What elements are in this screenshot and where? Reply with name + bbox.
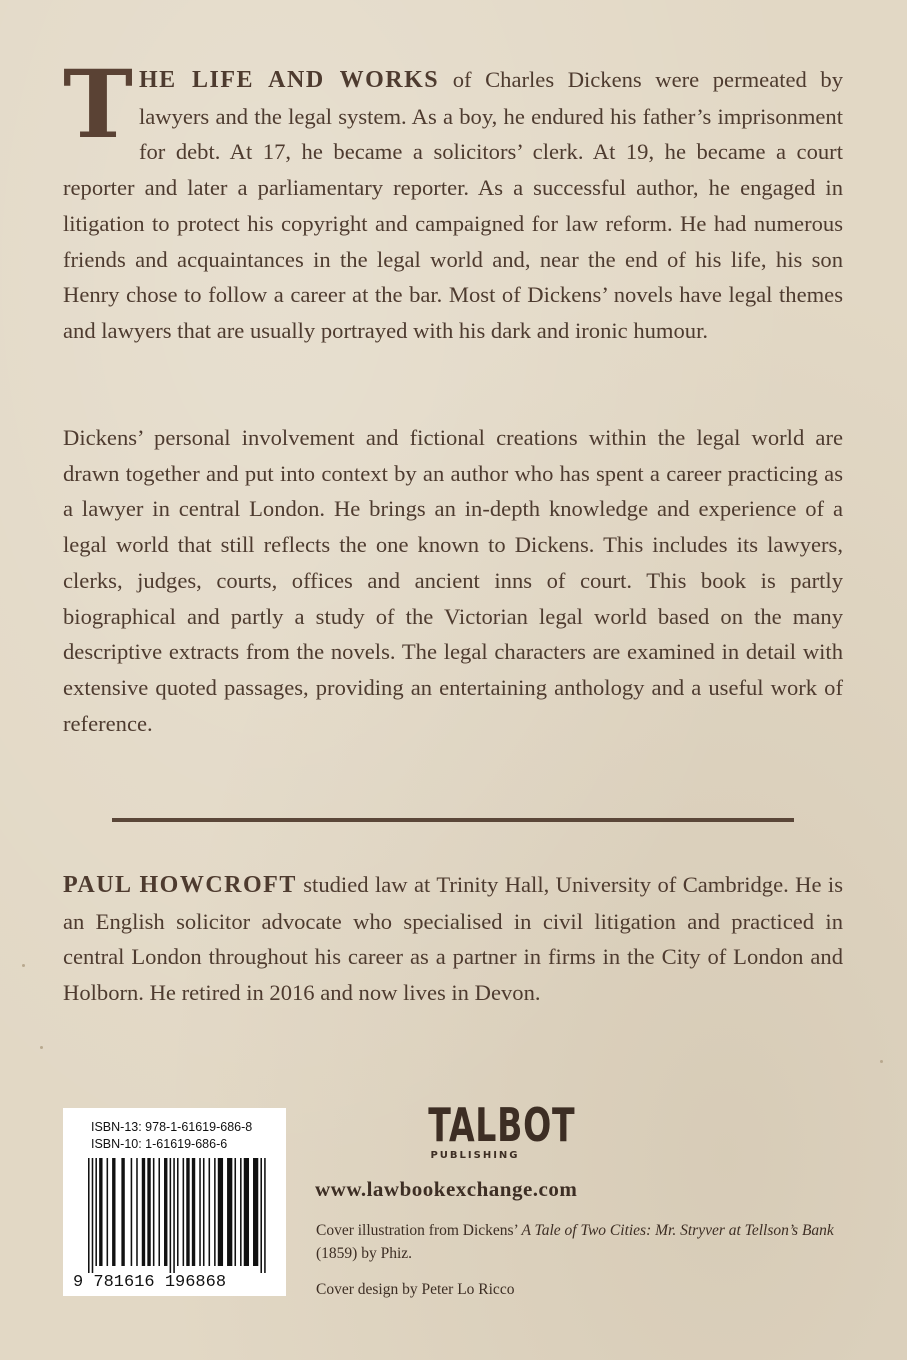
paper-speck: [40, 1046, 43, 1049]
barcode-bar: [199, 1158, 201, 1266]
barcode-digits: 9 781616 196868: [73, 1273, 227, 1292]
barcode-bar: [209, 1158, 211, 1266]
barcode-bar: [95, 1158, 97, 1266]
drop-cap: T: [63, 50, 133, 160]
description-paragraph-2: Dickens’ personal involvement and fictional creations within the legal world are drawn together and put into context by an author who has spent a career practicing as a lawyer in central London. He brings an in-depth knowledge and experience of a legal world that still reflects the one known to Dickens. This includes its lawyers, clerks, judges, courts, offices and ancient inns of court. This book is partly biographical and partly a study of the Victorian legal world based on the many descriptive extracts from the novels. The legal characters are examined in detail with extensive quoted passages, providing an entertaining anthology and a useful work of reference.: [63, 425, 843, 736]
section-divider: [112, 818, 794, 822]
barcode-bar: [147, 1158, 150, 1266]
barcode-bar: [214, 1158, 216, 1266]
barcode-bar: [153, 1158, 155, 1266]
publisher-sub: PUBLISHING: [430, 1150, 520, 1161]
barcode-bar: [218, 1158, 223, 1266]
barcode-bar: [136, 1158, 138, 1266]
barcode-bar: [203, 1158, 205, 1266]
barcode-bar: [99, 1158, 102, 1266]
barcode-bar: [244, 1158, 249, 1266]
barcode-panel: [63, 1108, 286, 1296]
lead-in-caps: HE LIFE AND WORKS: [138, 67, 440, 93]
barcode-bar: [92, 1158, 94, 1273]
paper-speck: [22, 964, 25, 967]
isbn-13: ISBN-13: 978-1-61619-686-8: [91, 1120, 253, 1134]
barcode-bar: [177, 1158, 179, 1266]
illustration-credit: [316, 1219, 846, 1265]
barcode-bar: [88, 1158, 90, 1273]
barcode-bar: [234, 1158, 236, 1266]
author-name: PAUL HOWCROFT: [63, 872, 297, 898]
barcode-bar: [227, 1158, 232, 1266]
barcode-bar: [173, 1158, 175, 1273]
barcode-bar: [142, 1158, 145, 1266]
barcode-bar: [158, 1158, 160, 1266]
barcode-bar: [164, 1158, 167, 1266]
paragraph-1-text: of Charles Dickens were permeated by lawyers and the legal system. As a boy, he endured his father’s imprisonment for debt. At 17, he became a solicitors’ clerk. At 19, he became a court reporter and later a parliamentary reporter. As a successful author, he engaged in litigation to protect his copyright and campaigned for law reform. He had numerous friends and acquaintances in the legal world and, near the end of his life, his son Henry chose to follow a career at the bar. Most of Dickens’ novels have legal themes and lawyers that are usually portrayed with his dark and ironic humour.: [63, 67, 843, 343]
barcode-bar: [260, 1158, 262, 1273]
publisher-name: TALBOT: [428, 1098, 576, 1152]
description-paragraph-1: [63, 50, 843, 349]
illustration-suffix: (1859) by Phiz.: [316, 1245, 413, 1262]
barcode-bar: [186, 1158, 189, 1266]
paper-speck: [880, 1060, 883, 1063]
author-bio: [63, 867, 843, 1011]
barcode-bar: [131, 1158, 133, 1266]
barcode-bar: [121, 1158, 124, 1266]
publisher-logo: [410, 1098, 576, 1161]
barcode-bar: [240, 1158, 242, 1266]
barcode-bar: [107, 1158, 109, 1266]
barcode-bars: [88, 1158, 266, 1273]
author-bio-text: studied law at Trinity Hall, University of Cambridge. He is an English solicitor advocate who specialised in civil litigation and practiced in central London throughout his career as a partner in firms in the City of London and Holborn. He retired in 2016 and now lives in Devon.: [63, 872, 844, 1006]
barcode-bar: [264, 1158, 266, 1273]
barcode-bar: [183, 1158, 185, 1266]
barcode-bar: [112, 1158, 115, 1266]
illustration-title: A Tale of Two Cities: Mr. Stryver at Tellson’s Bank: [521, 1222, 834, 1239]
illustration-prefix: Cover illustration from Dickens’: [316, 1222, 522, 1239]
isbn-10: ISBN-10: 1-61619-686-6: [91, 1137, 228, 1151]
barcode-bar: [253, 1158, 258, 1266]
barcode-bar: [192, 1158, 195, 1266]
barcode-bar: [170, 1158, 172, 1273]
publisher-website: www.lawbookexchange.com: [315, 1177, 578, 1201]
design-credit: Cover design by Peter Lo Ricco: [316, 1281, 515, 1298]
